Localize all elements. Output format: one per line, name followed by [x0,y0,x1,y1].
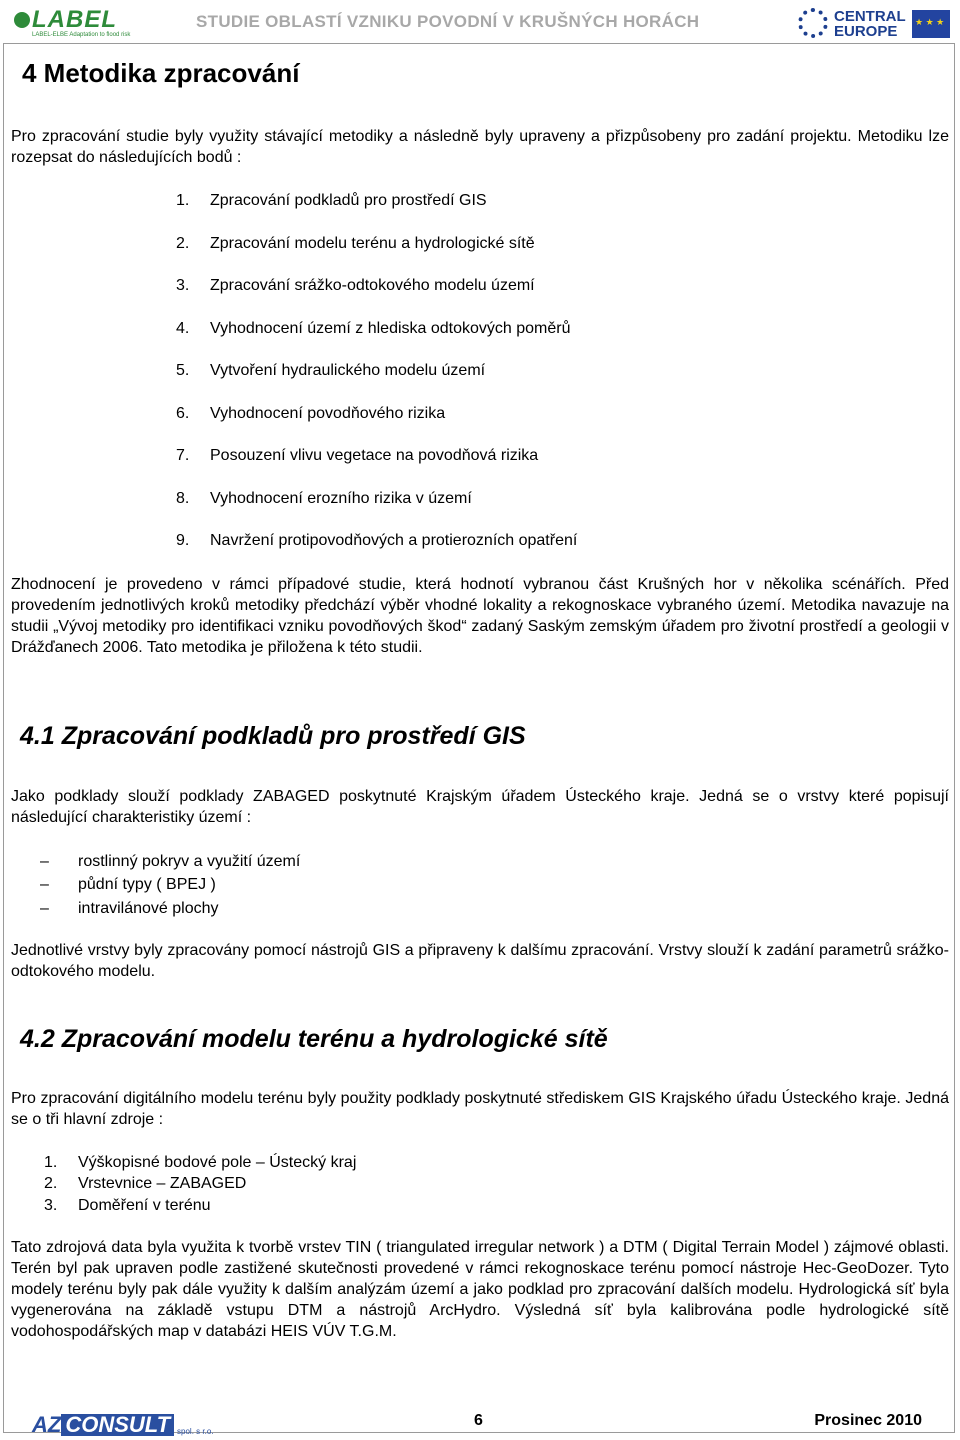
step-number: 2. [176,234,190,252]
document-header-title: STUDIE OBLASTÍ VZNIKU POVODNÍ V KRUŠNÝCH HORÁCH [196,12,700,31]
source-text: Vrstevnice – ZABAGED [78,1175,247,1193]
list-item [40,874,300,897]
step-text: Navržení protipovodňových a protierozních opatření [210,532,578,549]
section-4-1-outro: Jednotlivé vrstvy byly zpracovány pomocí nástrojů GIS a připraveny k dalšímu zpracování. Vrstvy slouží k zadání parametrů srážko-odtokového modelu. [11,942,949,980]
central-europe-logo [798,6,954,42]
list-item-text: rostlinný pokryv a využití území [78,853,301,870]
methodology-steps-list [176,190,577,573]
list-item [176,318,577,361]
section-4-1-title: 4.1 Zpracování podkladů pro prostředí GIS [20,722,526,750]
step-text: Vyhodnocení území z hlediska odtokových poměrů [210,319,571,337]
list-item [40,851,300,874]
list-item [176,190,577,233]
page-footer [0,1404,960,1437]
section-4-intro: Pro zpracování studie byly využity stávající metodiky a následně byly upraveny a přizpůsobeny pro zadání projektu. Metodiku lze rozepsat do následujících bodů : [11,128,949,166]
list-dash: – [40,899,49,917]
step-text: Vyhodnocení povodňového rizika [210,404,446,422]
central-europe-ring-icon [798,8,828,38]
step-number: 8. [176,489,190,507]
step-text: Zpracování modelu terénu a hydrologické sítě [210,234,535,252]
list-item [176,275,577,318]
az-consult-logo-spol: spol. s r.o. [177,1427,214,1436]
source-text: Výškopisné bodové pole – Ústecký kraj [78,1154,357,1171]
list-dash: – [40,876,49,894]
list-item [176,488,577,531]
az-consult-logo-consult: CONSULT [61,1414,174,1436]
section-4-1-intro: Jako podklady slouží podklady ZABAGED poskytnuté Krajským úřadem Ústeckého kraje. Jedná se o vrstvy které popisují následující charakteristiky území : [11,788,949,826]
central-europe-logo-line2: EUROPE [834,23,898,40]
list-item [176,445,577,488]
step-text: Zpracování srážko-odtokového modelu území [210,277,535,294]
list-item [40,898,300,921]
central-europe-logo-line1: CENTRAL [834,8,906,25]
section-4-2-body: Tato zdrojová data byla využita k tvorbě vrstev TIN ( triangulated irregular network ) a DTM ( Digital Terrain Model ) zájmové oblasti. Terén byl pak upraven podle zastižené skutečnosti provedené v rámci rekognoskace terénu pomocí nástroje Hec-GeoDozer. Tyto modely terénu byly pak dále využity k dalším analýzám území a jako podklad pro zpracování dalších modelu. Hydrologická síť byla vygenerována na základě vstupu DTM a nástrojů ArcHydro. Výsledná síť byla kalibrována podle hydrologické sítě vodohospodářských map v databázi HEIS VÚV T.G.M. [11,1239,949,1340]
step-number: 5. [176,362,190,379]
section-4-2-title: 4.2 Zpracování modelu terénu a hydrologické sítě [20,1025,608,1053]
step-text: Posouzení vlivu vegetace na povodňová rizika [210,447,539,464]
list-item [44,1152,356,1173]
terrain-sources-list [44,1152,356,1216]
section-4-title: 4 Metodika zpracování [22,58,300,88]
step-text: Zpracování podkladů pro prostředí GIS [210,192,487,209]
list-dash: – [40,853,49,870]
label-logo [10,6,131,40]
page-number: 6 [474,1412,483,1429]
list-item [44,1195,356,1216]
list-item [44,1173,356,1194]
source-number: 1. [44,1154,58,1171]
step-number: 1. [176,192,190,209]
step-text: Vytvoření hydraulického modelu území [210,362,486,379]
list-item [176,360,577,403]
list-item-text: půdní typy ( BPEJ ) [78,876,216,894]
list-item [176,403,577,446]
source-text: Doměření v terénu [78,1196,211,1214]
source-number: 2. [44,1175,58,1193]
az-consult-logo-az: AZ [32,1412,62,1437]
az-consult-logo [32,1412,214,1436]
list-item [176,530,577,573]
label-logo-icon [14,12,30,28]
step-number: 4. [176,319,190,337]
label-logo-text: LABEL [32,6,117,33]
label-logo-subtitle: LABEL-ELBE Adaptation to flood risk [32,32,131,38]
section-4-2-intro: Pro zpracování digitálního modelu terénu byly použity podklady poskytnuté střediskem GIS Krajského úřadu Ústeckého kraje. Jedná se o tři hlavní zdroje : [11,1090,949,1128]
step-text: Vyhodnocení erozního rizika v území [210,489,472,507]
step-number: 3. [176,277,190,294]
layer-characteristics-list [40,851,300,921]
footer-date: Prosinec 2010 [814,1412,922,1429]
list-item [176,233,577,276]
step-number: 9. [176,532,190,549]
page-header [0,0,960,44]
source-number: 3. [44,1196,58,1214]
step-number: 6. [176,404,190,422]
step-number: 7. [176,447,190,464]
section-4-summary: Zhodnocení je provedeno v rámci případové studie, která hodnotí vybranou část Krušných hor v několika scénářích. Před provedením jednotlivých kroků metodiky předchází výběr vhodné lokality a rekognoskace vybraného území. Metodika navazuje na studii „Vývoj metodiky pro identifikaci vzniku povodňových škod“ zadaný Saským zemským úřadem pro životní prostředí a geologii v Drážďanech 2006. Tato metodika je přiložena k této studii. [11,576,949,656]
list-item-text: intravilánové plochy [78,899,219,917]
eu-flag-icon [912,10,950,38]
